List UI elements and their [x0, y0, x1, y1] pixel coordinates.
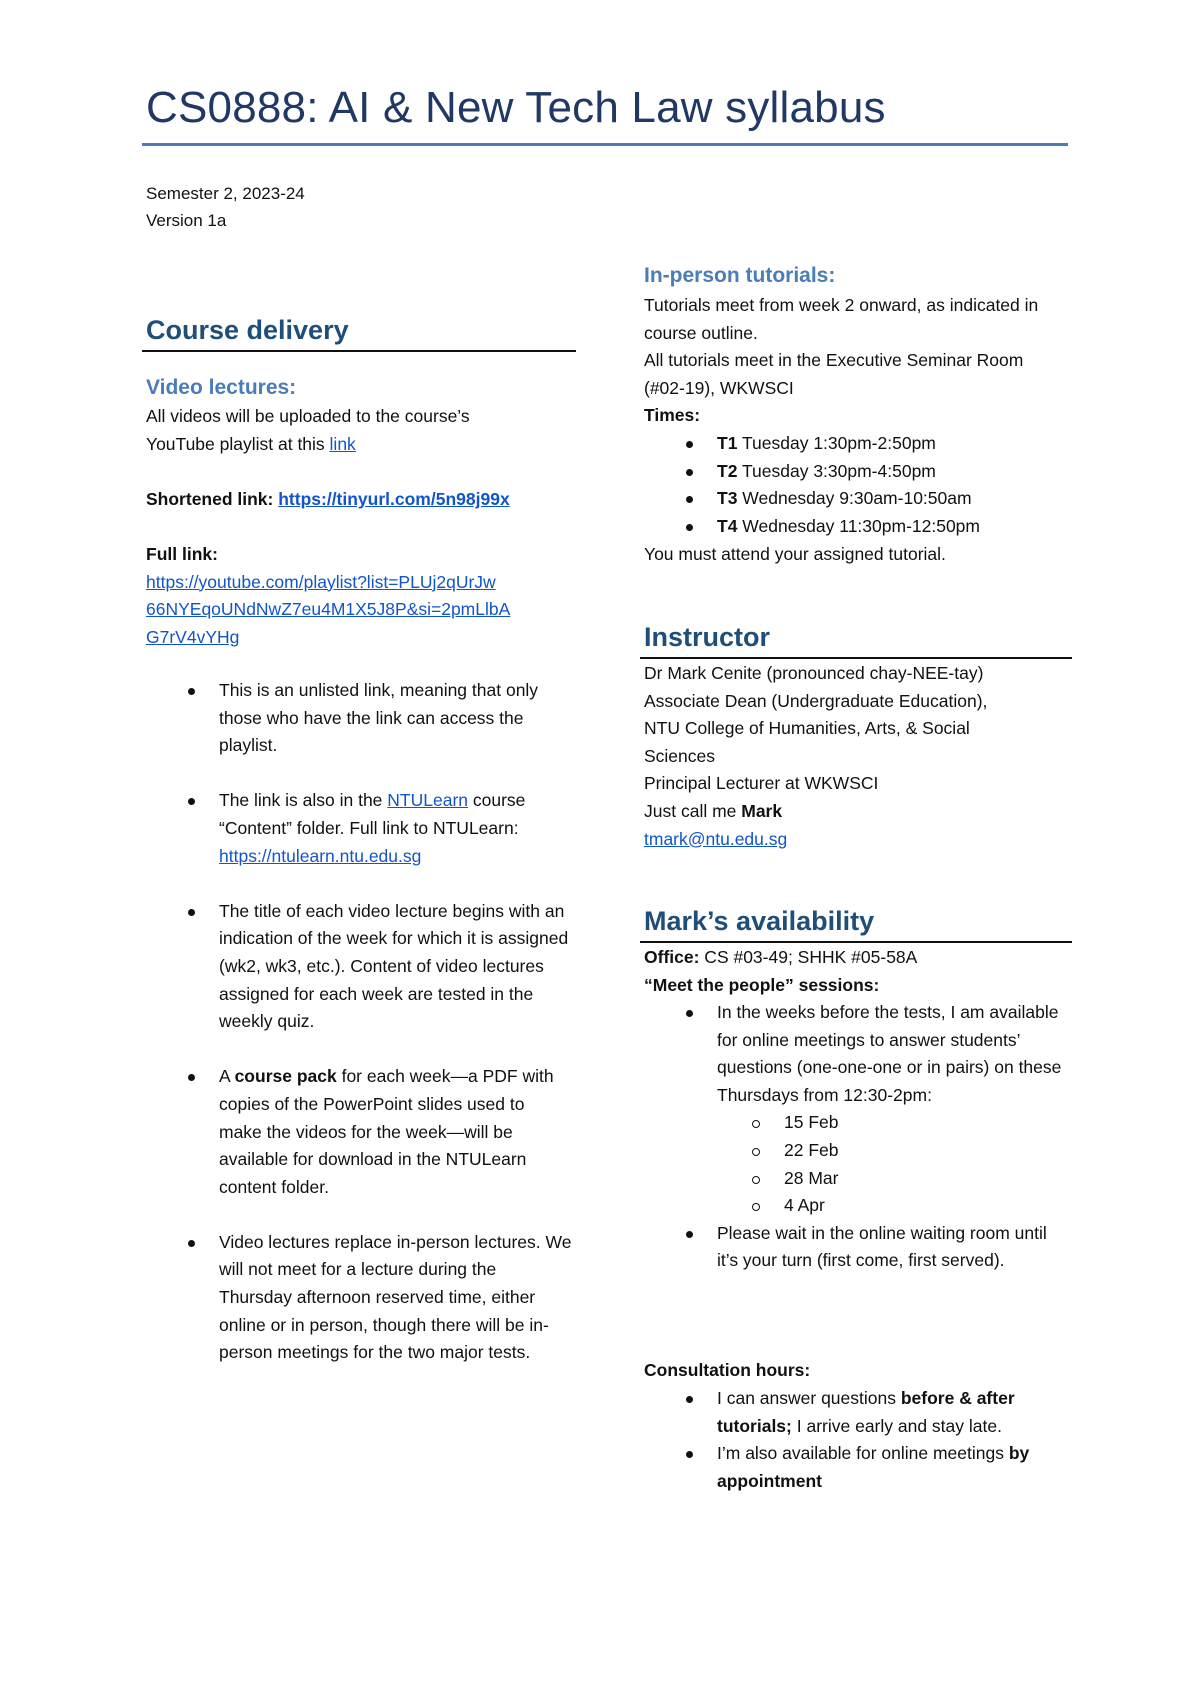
- meeting-date: 22 Feb: [784, 1139, 839, 1160]
- document-title: CS0888: AI & New Tech Law syllabus: [146, 83, 886, 132]
- tutorials-closing: You must attend your assigned tutorial.: [644, 544, 946, 564]
- tutorial-time: Wednesday 11:30pm-12:50pm: [737, 515, 980, 536]
- full-link[interactable]: [146, 569, 586, 652]
- full-link-line3[interactable]: G7rV4vYHg: [146, 626, 240, 647]
- full-link-line2[interactable]: 66NYEqoUNdNwZ7eu4M1X5J8P&si=2pmLlbA: [146, 599, 511, 620]
- list-item: [644, 430, 1074, 458]
- availability-rule: [640, 941, 1072, 943]
- bullet-icon: [686, 1231, 693, 1238]
- bullet-text: The title of each video lecture begins with an indication of the week for which it is assigned (wk2, wk3, etc.). Content of video lectures assigned for each week are tested in the weekly quiz.: [219, 900, 569, 1032]
- bullet-text-bold: by appointment: [717, 1443, 1030, 1491]
- circle-bullet-icon: [752, 1203, 760, 1211]
- video-intro: [146, 403, 576, 458]
- bullet-icon: [686, 1396, 693, 1403]
- circle-bullet-icon: [752, 1148, 760, 1156]
- bullet-text-post: I arrive early and stay late.: [791, 1415, 1002, 1436]
- shortened-link-label: Shortened link:: [146, 489, 279, 509]
- tutorial-code: T1: [717, 433, 738, 453]
- bullet-text-bold: before & after tutorials;: [717, 1388, 1015, 1436]
- office-label: Office:: [644, 947, 700, 967]
- course-delivery-rule: [142, 350, 576, 352]
- version-text: Version 1a: [146, 211, 227, 230]
- tutorial-code: T4: [717, 515, 738, 536]
- tutorial-code: T2: [717, 460, 738, 481]
- bullet-text: Please wait in the online waiting room until it’s your turn (first come, first served).: [717, 1222, 1047, 1271]
- bullet-icon: [188, 798, 195, 805]
- ntulearn-url-link[interactable]: https://ntulearn.ntu.edu.sg: [219, 845, 422, 866]
- instructor-role: Principal Lecturer at WKWSCI: [644, 773, 879, 794]
- instructor-callme: [644, 798, 1074, 826]
- list-item: [644, 1385, 1069, 1440]
- bullet-icon: [686, 496, 693, 503]
- bullet-icon: [686, 1451, 693, 1458]
- video-bullet-list: [146, 677, 572, 1367]
- list-item: [644, 1165, 1069, 1193]
- meeting-date: 28 Mar: [784, 1167, 839, 1188]
- callme-text: Just call me: [644, 800, 742, 821]
- tutorial-time: Tuesday 1:30pm-2:50pm: [737, 433, 936, 453]
- list-item: [146, 1229, 572, 1367]
- bullet-icon: [188, 909, 195, 916]
- bullet-text-pre: A: [219, 1066, 235, 1087]
- instructor-email-link[interactable]: tmark@ntu.edu.sg: [644, 828, 788, 849]
- tutorial-time: Wednesday 9:30am-10:50am: [737, 488, 972, 509]
- bullet-text-pre: I’m also available for online meetings: [717, 1443, 1009, 1464]
- meet-people-list: [644, 999, 1069, 1275]
- tutorials-p2: All tutorials meet in the Executive Seminar Room (#02-19), WKWSCI: [644, 350, 1024, 398]
- instructor-rule: [640, 657, 1072, 659]
- bullet-text: In the weeks before the tests, I am available for online meetings to answer students’ questions (one-one-one or in pairs) on these Thursdays from 12:30-2pm:: [717, 1002, 1062, 1105]
- bullet-icon: [188, 1240, 195, 1247]
- ntulearn-link[interactable]: NTULearn: [387, 790, 469, 811]
- bullet-text: Video lectures replace in-person lectures. We will not meet for a lecture during the Thursday afternoon reserved time, either online or in person, though there will be in-person meetings for the two major tests.: [219, 1231, 572, 1363]
- list-item: [146, 787, 572, 870]
- bullet-icon: [188, 688, 195, 695]
- meeting-dates-list: [644, 1109, 1069, 1219]
- tutorial-times-list: [644, 430, 1074, 540]
- office-value: CS #03-49; SHHK #05-58A: [699, 947, 918, 967]
- tutorial-time: Tuesday 3:30pm-4:50pm: [737, 460, 936, 481]
- list-item: [146, 898, 572, 1036]
- video-intro-line1: All videos will be uploaded to the course’s: [146, 406, 470, 426]
- bullet-text-mid: course “Content” folder. Full link to NTULearn:: [219, 790, 526, 838]
- document-meta: [146, 180, 305, 234]
- availability-heading: Mark’s availability: [644, 906, 875, 936]
- consultation-label: Consultation hours:: [644, 1360, 811, 1380]
- bullet-icon: [686, 441, 693, 448]
- list-item: [644, 1440, 1069, 1495]
- bullet-icon: [686, 1010, 693, 1017]
- meeting-date: 4 Apr: [784, 1195, 825, 1216]
- list-item: [146, 1063, 572, 1201]
- bullet-text: This is an unlisted link, meaning that only those who have the link can access the playlist.: [219, 680, 539, 756]
- circle-bullet-icon: [752, 1176, 760, 1184]
- tutorials-p1: Tutorials meet from week 2 onward, as indicated in course outline.: [644, 295, 1039, 343]
- full-link-block: [146, 541, 586, 651]
- instructor-college-cont: Sciences: [644, 745, 716, 766]
- video-intro-prefix: YouTube playlist at this: [146, 433, 330, 454]
- bullet-text-post: for each week—a PDF with copies of the PowerPoint slides used to make the videos for the week—will be available for download in the NTULearn content folder.: [219, 1066, 554, 1197]
- consultation-list: [644, 1385, 1069, 1495]
- course-delivery-heading: Course delivery: [146, 315, 349, 345]
- course-pack-bold: course pack: [234, 1066, 337, 1087]
- list-item: [644, 1109, 1069, 1137]
- bullet-text-pre: The link is also in the: [219, 790, 388, 811]
- bullet-icon: [686, 469, 693, 476]
- office-block: [644, 944, 1074, 999]
- list-item: [644, 513, 1074, 541]
- tutorials-body: [644, 292, 1064, 430]
- shortened-link-line: [146, 486, 586, 514]
- meeting-date: 15 Feb: [784, 1112, 839, 1133]
- list-item: [644, 999, 1069, 1220]
- instructor-info: [644, 660, 1074, 853]
- times-label: Times:: [644, 405, 701, 426]
- list-item: [146, 677, 572, 760]
- tutorial-code: T3: [717, 488, 738, 509]
- semester-text: Semester 2, 2023-24: [146, 184, 305, 203]
- video-lectures-heading: Video lectures:: [146, 376, 297, 399]
- bullet-icon: [188, 1074, 195, 1081]
- office-line: [644, 944, 1074, 972]
- list-item: [644, 485, 1074, 513]
- playlist-link[interactable]: link: [329, 433, 356, 454]
- list-item: [644, 1137, 1069, 1165]
- callme-name: Mark: [741, 800, 783, 821]
- meet-people-label: “Meet the people” sessions:: [644, 974, 880, 995]
- shortened-link[interactable]: https://tinyurl.com/5n98j99x: [278, 489, 510, 509]
- full-link-label: Full link:: [146, 544, 218, 564]
- instructor-name: Dr Mark Cenite (pronounced chay-NEE-tay): [644, 663, 984, 683]
- circle-bullet-icon: [752, 1120, 760, 1128]
- bullet-icon: [686, 524, 693, 531]
- bullet-text-pre: I can answer questions: [717, 1388, 901, 1408]
- tutorials-heading: In-person tutorials:: [644, 264, 836, 287]
- video-intro-line2: [146, 431, 576, 459]
- instructor-heading: Instructor: [644, 622, 771, 652]
- title-underline: [142, 143, 1068, 146]
- list-item: [644, 458, 1074, 486]
- full-link-line1[interactable]: https://youtube.com/playlist?list=PLUj2qUrJw: [146, 571, 496, 592]
- list-item: [644, 1192, 1069, 1220]
- instructor-title: Associate Dean (Undergraduate Education),: [644, 690, 988, 711]
- list-item: [644, 1220, 1069, 1275]
- instructor-college: NTU College of Humanities, Arts, & Social: [644, 718, 970, 739]
